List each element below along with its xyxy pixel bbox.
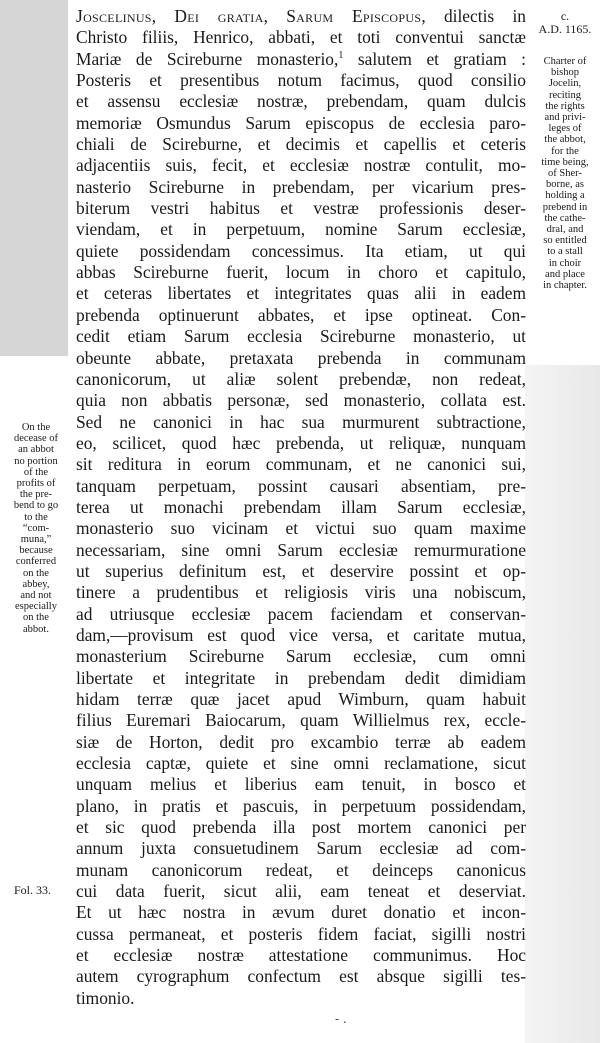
side-note-line: muna,”: [20, 534, 52, 546]
side-note-line: in chapter.: [543, 280, 587, 292]
side-note-line: time being,: [541, 156, 589, 168]
text-line: necessariam, sine omni Sarum ecclesiæ remurmuratione: [76, 539, 526, 560]
bishop-title: Sarum Episcopus: [286, 6, 422, 26]
text-line: unquam melius et liberius eam tenuit, in bosco et: [76, 774, 526, 795]
text-line: cedit etiam Sarum ecclesia Scireburne monasterio, ut: [76, 326, 526, 347]
charter-text: [76, 6, 526, 1009]
side-note-line: an abbot: [18, 444, 54, 456]
text-line: cui data fuerit, sicut alii, eam teneat et deserviat.: [76, 881, 526, 902]
side-note-charter: [530, 56, 600, 291]
text-line: ad utriusque ecclesiæ pacem faciendam et conservan-: [76, 603, 526, 624]
text-line: biterum vestri habitus et vestræ professionis deser-: [76, 198, 526, 219]
text-line: Christo filiis, Henrico, abbati, et toti conventui sanctæ: [76, 27, 526, 48]
text-segment: Mariæ de Scireburne monasterio,: [76, 48, 339, 69]
side-note-line: on the: [23, 567, 49, 579]
date-circa: c.: [560, 9, 570, 23]
text-line: nasterio Scireburne in prebendam, per vicarium pres-: [76, 176, 526, 197]
side-note-line: the abbot,: [544, 134, 586, 146]
text-line: monasterium Scireburne Sarum ecclesiæ, cum omni: [76, 646, 526, 667]
side-note-line: abbey,: [22, 578, 50, 590]
text-line: ecclesia captæ, quiete et sine omni reclamatione, sicut: [76, 753, 526, 774]
text-line: et sic quod prebenda illa post mortem canonici per: [76, 817, 526, 838]
text-line: et ceteras libertates et integritates quas alii in eadem: [76, 283, 526, 304]
text-line: timonio.: [76, 987, 135, 1008]
text-line: autem cyrographum confectum est absque sigilli tes-: [76, 966, 526, 987]
bishop-name: Joscelinus: [76, 6, 152, 26]
date-note: [530, 10, 600, 36]
side-note-line: borne, as: [546, 179, 584, 191]
text-line: eo, scilicet, quod hæc prebenda, ut reliquæ, nunquam: [76, 432, 526, 453]
text-line: cussa permaneat, et posteris fidem faciat, sigilli nostri: [76, 923, 526, 944]
side-note-line: on the: [23, 612, 49, 624]
text-line: quia non abbatis personæ, sed monasterio, collata est.: [76, 390, 526, 411]
text-line: memoriæ Osmundus Sarum episcopus de ecclesia paro-: [76, 112, 526, 133]
side-note-line: so entitled: [543, 235, 587, 247]
text-line: hidam terræ quæ jacet apud Wimburn, quam habuit: [76, 689, 526, 709]
text-segment: salutem et gratiam :: [343, 48, 526, 69]
text-line: tanquam perpetuam, possint causari absentiam, pre-: [76, 475, 526, 496]
footnote-marker: 1: [338, 49, 344, 61]
side-note-line: leges of: [548, 123, 582, 135]
text-line: viendam, et in perpetuum, nomine Sarum ecclesiæ,: [76, 219, 526, 240]
side-note-decease: [4, 422, 68, 635]
side-note-line: decease of: [13, 433, 58, 445]
text-line: libertate et integritate in prebendam dedit dimidiam: [76, 667, 526, 688]
text-line: Et ut hæc nostra in ævum duret donatio et incon-: [76, 902, 526, 923]
side-note-line: conferred: [15, 556, 57, 568]
salutation-rest: , dilectis in: [421, 6, 526, 26]
text-line: Sed ne canonici in hac sua murmurent subtractione,: [76, 411, 526, 432]
side-note-line: “com-: [22, 522, 50, 534]
side-note-line: to a stall: [547, 246, 583, 258]
side-note-line: the pre-: [19, 489, 53, 501]
side-note-line: and place: [545, 268, 585, 280]
text-line: sit reditura in eorum communam, et ne canonici sui,: [76, 454, 526, 475]
text-line: plano, in pratis et pascuis, in perpetuum possidendam,: [76, 795, 526, 816]
side-note-line: in choir: [548, 257, 582, 269]
text-line: filius Euremari Baiocarum, quam Willielmus rex, eccle-: [76, 710, 526, 731]
date-year: A.D. 1165.: [538, 22, 592, 36]
text-line: adjacentiis suis, fecit, et ecclesiæ nostræ contulit, mo-: [76, 155, 526, 176]
folio-number: Fol. 33.: [14, 883, 52, 897]
side-note-line: abbot.: [23, 623, 49, 635]
text-line: Posteris et presentibus notum facimus, quod consilio: [76, 70, 526, 91]
side-note-line: and not: [20, 590, 52, 602]
side-note-line: no portion: [14, 455, 58, 467]
side-note-line: On the: [21, 422, 51, 433]
side-note-line: Charter of: [543, 56, 587, 67]
side-note-line: reciting: [548, 89, 582, 101]
side-note-line: the cathe-: [544, 212, 586, 224]
text-line: dam,—provisum est quod vice versa, et caritate mutua,: [76, 624, 526, 645]
text-line: monasterio suo vicinam et victui suo quam maxime: [76, 518, 526, 539]
text-line: canonicorum, ut aliæ solent prebendæ, non redeat,: [76, 368, 526, 389]
text-line: et assensu ecclesiæ nostræ, prebendam, quam dulcis: [76, 91, 526, 112]
side-note-line: and privi-: [544, 112, 586, 124]
scan-shadow-left: [0, 0, 68, 356]
text-line: tinere a prudentibus et religiosis viris una nobiscum,: [76, 582, 526, 603]
text-line: ut superius definitum est, et deservire possint et op-: [76, 560, 526, 581]
side-note-line: prebend in: [542, 201, 588, 213]
text-line: et ecclesiæ nostræ attestatione communimus. Hoc: [76, 945, 526, 966]
side-note-line: bishop: [550, 67, 579, 79]
text-line: abbas Scireburne fuerit, locum in choro et capitulo,: [76, 262, 526, 283]
side-note-line: dral, and: [546, 224, 584, 236]
dei-gratia: Dei gratia: [174, 6, 264, 26]
side-note-line: for the: [551, 145, 579, 157]
side-note-line: bend to go: [13, 500, 59, 512]
side-note-line: holding a: [545, 190, 585, 202]
side-note-line: especially: [15, 601, 57, 613]
text-line: terea ut monachi prebendam illam Sarum ecclesiæ,: [76, 496, 526, 517]
text-line: annum juxta consuetudinem Sarum ecclesiæ ad com-: [76, 838, 526, 859]
text-line: siæ de Horton, dedit pro excambio terræ ab eadem: [76, 731, 526, 752]
page-marks: - .: [335, 1012, 347, 1026]
scan-shadow-right: [525, 365, 600, 1043]
side-note-line: the rights: [545, 100, 585, 112]
text-line: Joscelinus, Dei gratia, Sarum Episcopus, dilectis in: [76, 6, 526, 26]
side-note-line: Jocelin,: [548, 78, 582, 90]
text-line: obeunte abbate, pretaxata prebenda in communam: [76, 347, 526, 368]
text-line: chiali de Scireburne, et decimis et capellis et ceteris: [76, 134, 526, 155]
text-line: quiete possidendam concessimus. Ita etiam, ut qui: [76, 240, 526, 261]
text-line: munam canonicorum redeat, et deinceps canonicus: [76, 859, 526, 880]
side-note-line: of Sher-: [548, 168, 582, 180]
side-note-line: of the: [23, 466, 49, 478]
text-line: prebenda optinuerunt abbates, et ipse optineat. Con-: [76, 304, 526, 325]
side-note-line: because: [19, 545, 53, 557]
text-line: [76, 49, 526, 70]
side-note-line: profits of: [16, 478, 56, 490]
side-note-line: to the: [24, 511, 48, 523]
